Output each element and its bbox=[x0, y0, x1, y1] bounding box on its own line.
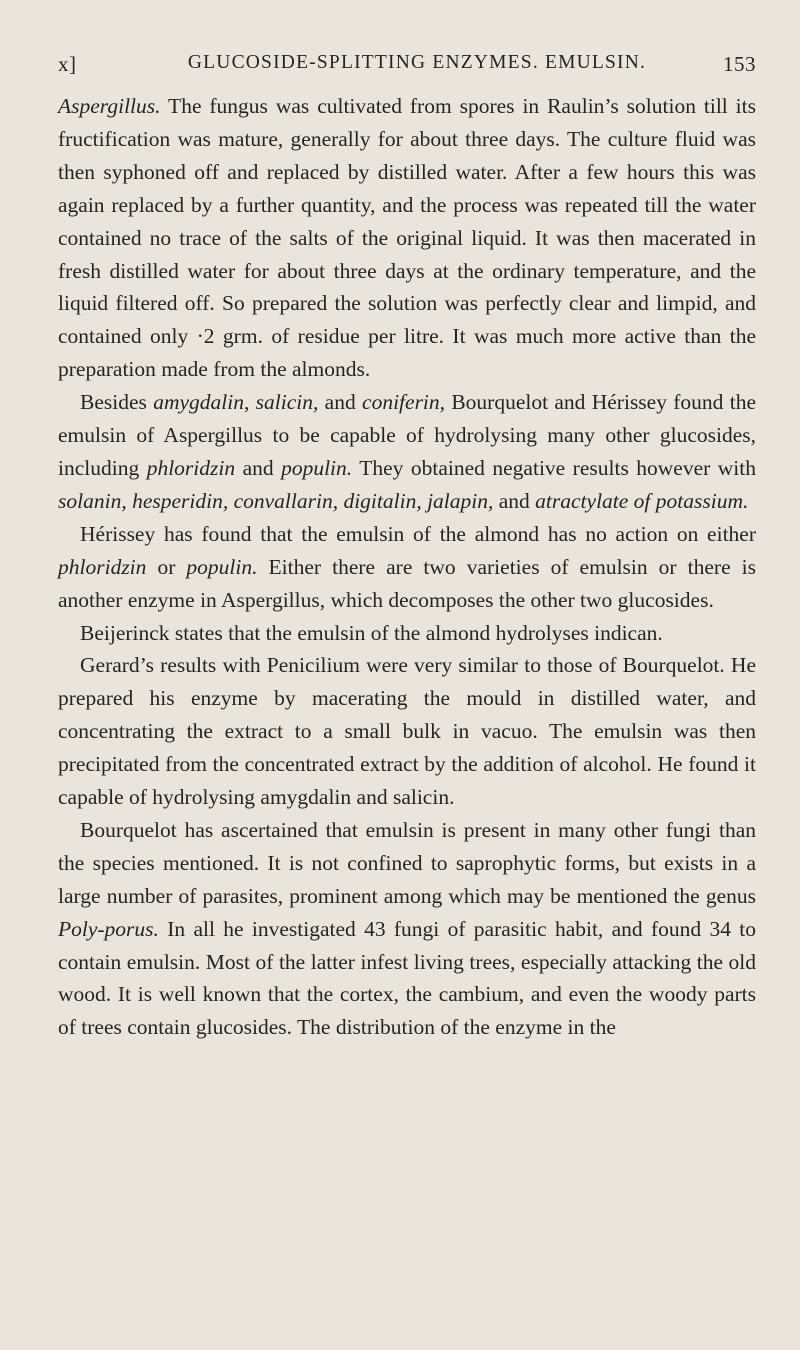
body-text bbox=[58, 90, 756, 1044]
text-run: or bbox=[146, 554, 187, 579]
paragraph bbox=[58, 649, 756, 814]
italic-text: populin. bbox=[281, 455, 353, 480]
text-run: and bbox=[235, 455, 282, 480]
italic-text: amygdalin, salicin, bbox=[153, 390, 319, 415]
text-run: and bbox=[318, 390, 363, 415]
paragraph bbox=[58, 90, 756, 386]
text-run: They obtained negative results however with bbox=[352, 455, 756, 480]
text-run: Either there are two varieties of emulsin or there is another enzyme in Aspergillus, which decomposes the other two glucosides. bbox=[58, 554, 756, 612]
paragraph bbox=[58, 386, 756, 518]
text-run: and bbox=[493, 488, 536, 513]
italic-text: solanin, hesperidin, convallarin, digitalin, jalapin, bbox=[58, 488, 494, 513]
text-run: Hérissey has found that the emulsin of the almond has no action on either bbox=[80, 521, 756, 546]
italic-text: Poly-porus. bbox=[58, 916, 159, 941]
paragraph bbox=[58, 617, 756, 650]
text-run: Bourquelot has ascertained that emulsin is present in many other fungi than the species mentioned. It is not confined to saprophytic forms, but exists in a large number of parasites, prominent among which may be mentioned the genus bbox=[58, 817, 756, 908]
text-run: Gerard’s results with Penicilium were very similar to those of Bourquelot. He prepared his enzyme by macerating the mould in distilled water, and concentrating the extract to a small bulk in vacuo. The emulsin was then precipitated from the concentrated extract by the addition of alcohol. He found it capable of hydrolysing amygdalin and salicin. bbox=[58, 653, 756, 810]
italic-text: populin. bbox=[186, 554, 258, 579]
italic-text: coniferin, bbox=[362, 390, 446, 415]
text-run: Beijerinck states that the emulsin of the almond hydrolyses indican. bbox=[80, 620, 663, 645]
text-run: The fungus was cultivated from spores in Raulin’s solution till its fructification was mature, generally for about three days. The culture fluid was then syphoned off and replaced by distilled water. After a few hours this was again replaced by a further quantity, and the process was repeated till the water contained no trace of the salts of the original liquid. It was then macerated in fresh distilled water for about three days at the ordinary temperature, and the liquid filtered off. So prepared the solution was perfectly clear and limpid, and contained only ·2 grm. of residue per litre. It was much more active than the preparation made from the almonds. bbox=[58, 94, 756, 382]
running-head bbox=[58, 52, 756, 78]
running-title: GLUCOSIDE-SPLITTING ENZYMES. EMULSIN. bbox=[187, 52, 647, 73]
italic-text: Aspergillus. bbox=[58, 94, 161, 118]
page-number: 153 bbox=[723, 52, 756, 76]
italic-text: phloridzin bbox=[58, 554, 147, 579]
text-run: Bourquelot and Hérissey found the emulsin of Aspergillus to be capable of hydrolysing many other glucosides, including bbox=[58, 390, 757, 480]
paragraph bbox=[58, 518, 756, 617]
paragraph bbox=[58, 814, 756, 1044]
text-run: Besides bbox=[80, 390, 154, 415]
italic-text: phloridzin bbox=[146, 455, 236, 480]
italic-text: atractylate of potassium. bbox=[535, 488, 749, 513]
chapter-marker: x] bbox=[58, 52, 77, 76]
text-run: In all he investigated 43 fungi of parasitic habit, and found 34 to contain emulsin. Most of the latter infest living trees, especially attacking the old wood. It is well known that the cortex, the cambium, and even the woody parts of trees contain glucosides. The distribution of the enzyme in the bbox=[58, 916, 756, 1040]
